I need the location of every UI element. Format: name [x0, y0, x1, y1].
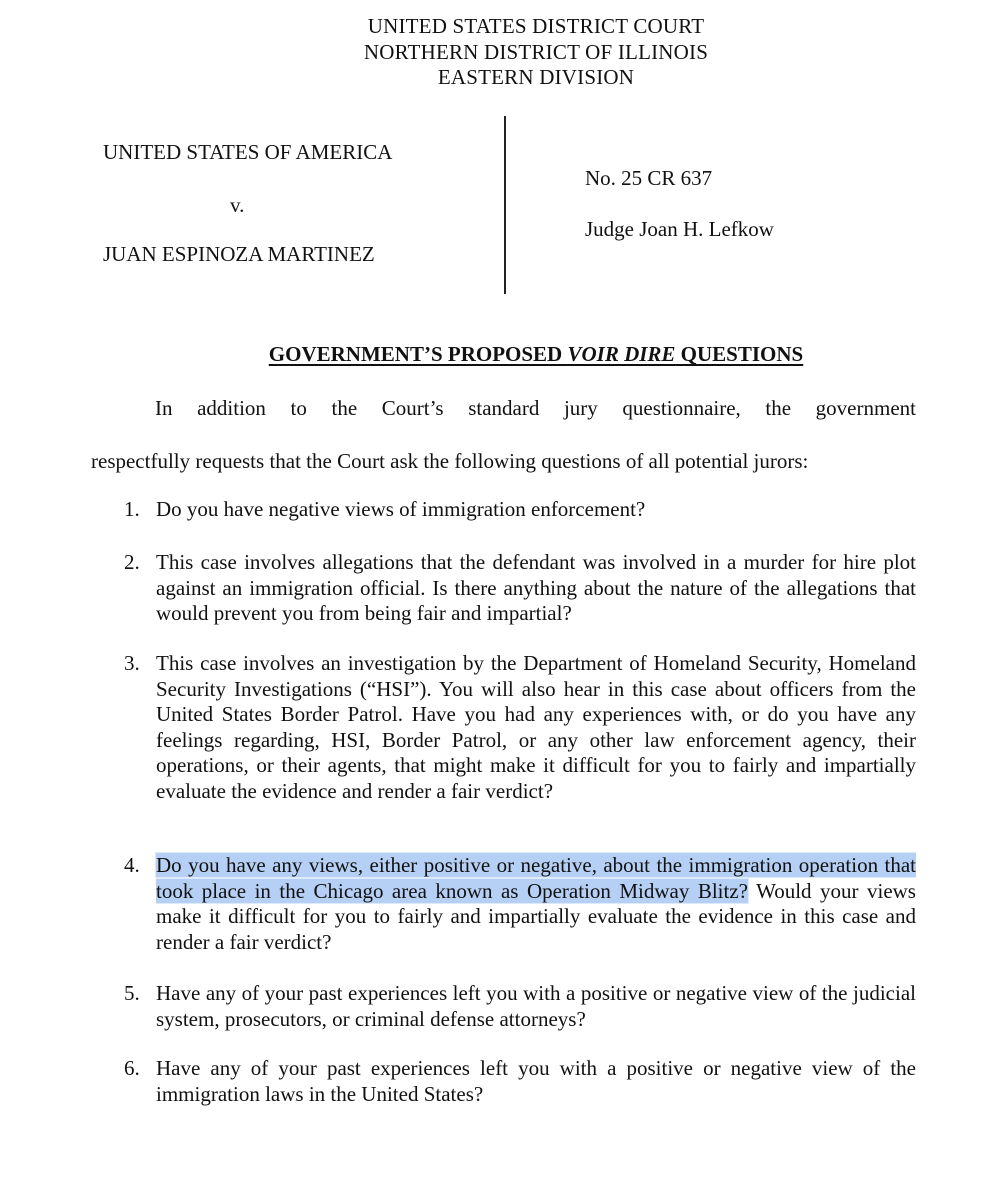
caption-divider	[504, 116, 506, 294]
question-number: 3.	[124, 651, 140, 675]
intro-line-2: respectfully requests that the Court ask the following questions of all potential jurors:	[91, 449, 809, 473]
question-text: This case involves allegations that the defendant was involved in a murder for hire plot against an immigration official. Is there anything about the nature of the allegations that would prevent you from being fair and impartial?	[156, 550, 916, 625]
question-text: Do you have negative views of immigration enforcement?	[156, 497, 646, 521]
case-number: No. 25 CR 637	[585, 166, 713, 190]
title-italic: VOIR DIRE	[567, 342, 676, 366]
question-number: 6.	[124, 1056, 140, 1080]
question-text: Have any of your past experiences left you with a positive or negative view of the immigration laws in the United States?	[156, 1056, 916, 1106]
intro-line-1: In addition to the Court’s standard jury questionnaire, the government	[155, 396, 916, 420]
versus-label: v.	[230, 193, 245, 217]
question-number: 4.	[124, 853, 140, 877]
question-number: 5.	[124, 981, 140, 1005]
court-district: NORTHERN DISTRICT OF ILLINOIS	[363, 39, 709, 64]
question-text: Have any of your past experiences left you with a positive or negative view of the judicial system, prosecutors, or criminal defense attorneys?	[156, 981, 916, 1031]
court-division: EASTERN DIVISION	[437, 65, 635, 89]
court-header	[0, 14, 991, 91]
question-text-rest: Would your views make it difficult for you to fairly and impartially evaluate the evidence in this case and render a fair verdict?	[156, 878, 916, 954]
question-number: 1.	[124, 497, 140, 521]
judge-name: Judge Joan H. Lefkow	[585, 217, 774, 241]
question-text	[156, 853, 916, 955]
defendant-name: JUAN ESPINOZA MARTINEZ	[103, 242, 375, 266]
question-text: This case involves an investigation by the Department of Homeland Security, Homeland Security Investigations (“HSI”). You will also hear in this case about officers from the United States Border Patrol. Have you had any experiences with, or do you have any feelings regarding, HSI, Border Patrol, or any other law enforcement agency, their operations, or their agents, that might make it difficult for you to fairly and impartially evaluate the evidence and render a fair verdict?	[156, 651, 916, 803]
question-number: 2.	[124, 550, 140, 574]
text-highlight[interactable]: Do you have any views, either positive or negative, about the immigration operation that took place in the Chicago area known as Operation Midway Blitz?	[156, 853, 916, 903]
plaintiff-name: UNITED STATES OF AMERICA	[103, 140, 393, 164]
court-name: UNITED STATES DISTRICT COURT	[367, 14, 705, 38]
title-prefix: GOVERNMENT’S PROPOSED	[268, 342, 568, 366]
title-suffix: QUESTIONS	[675, 342, 804, 366]
document-title	[0, 342, 991, 367]
